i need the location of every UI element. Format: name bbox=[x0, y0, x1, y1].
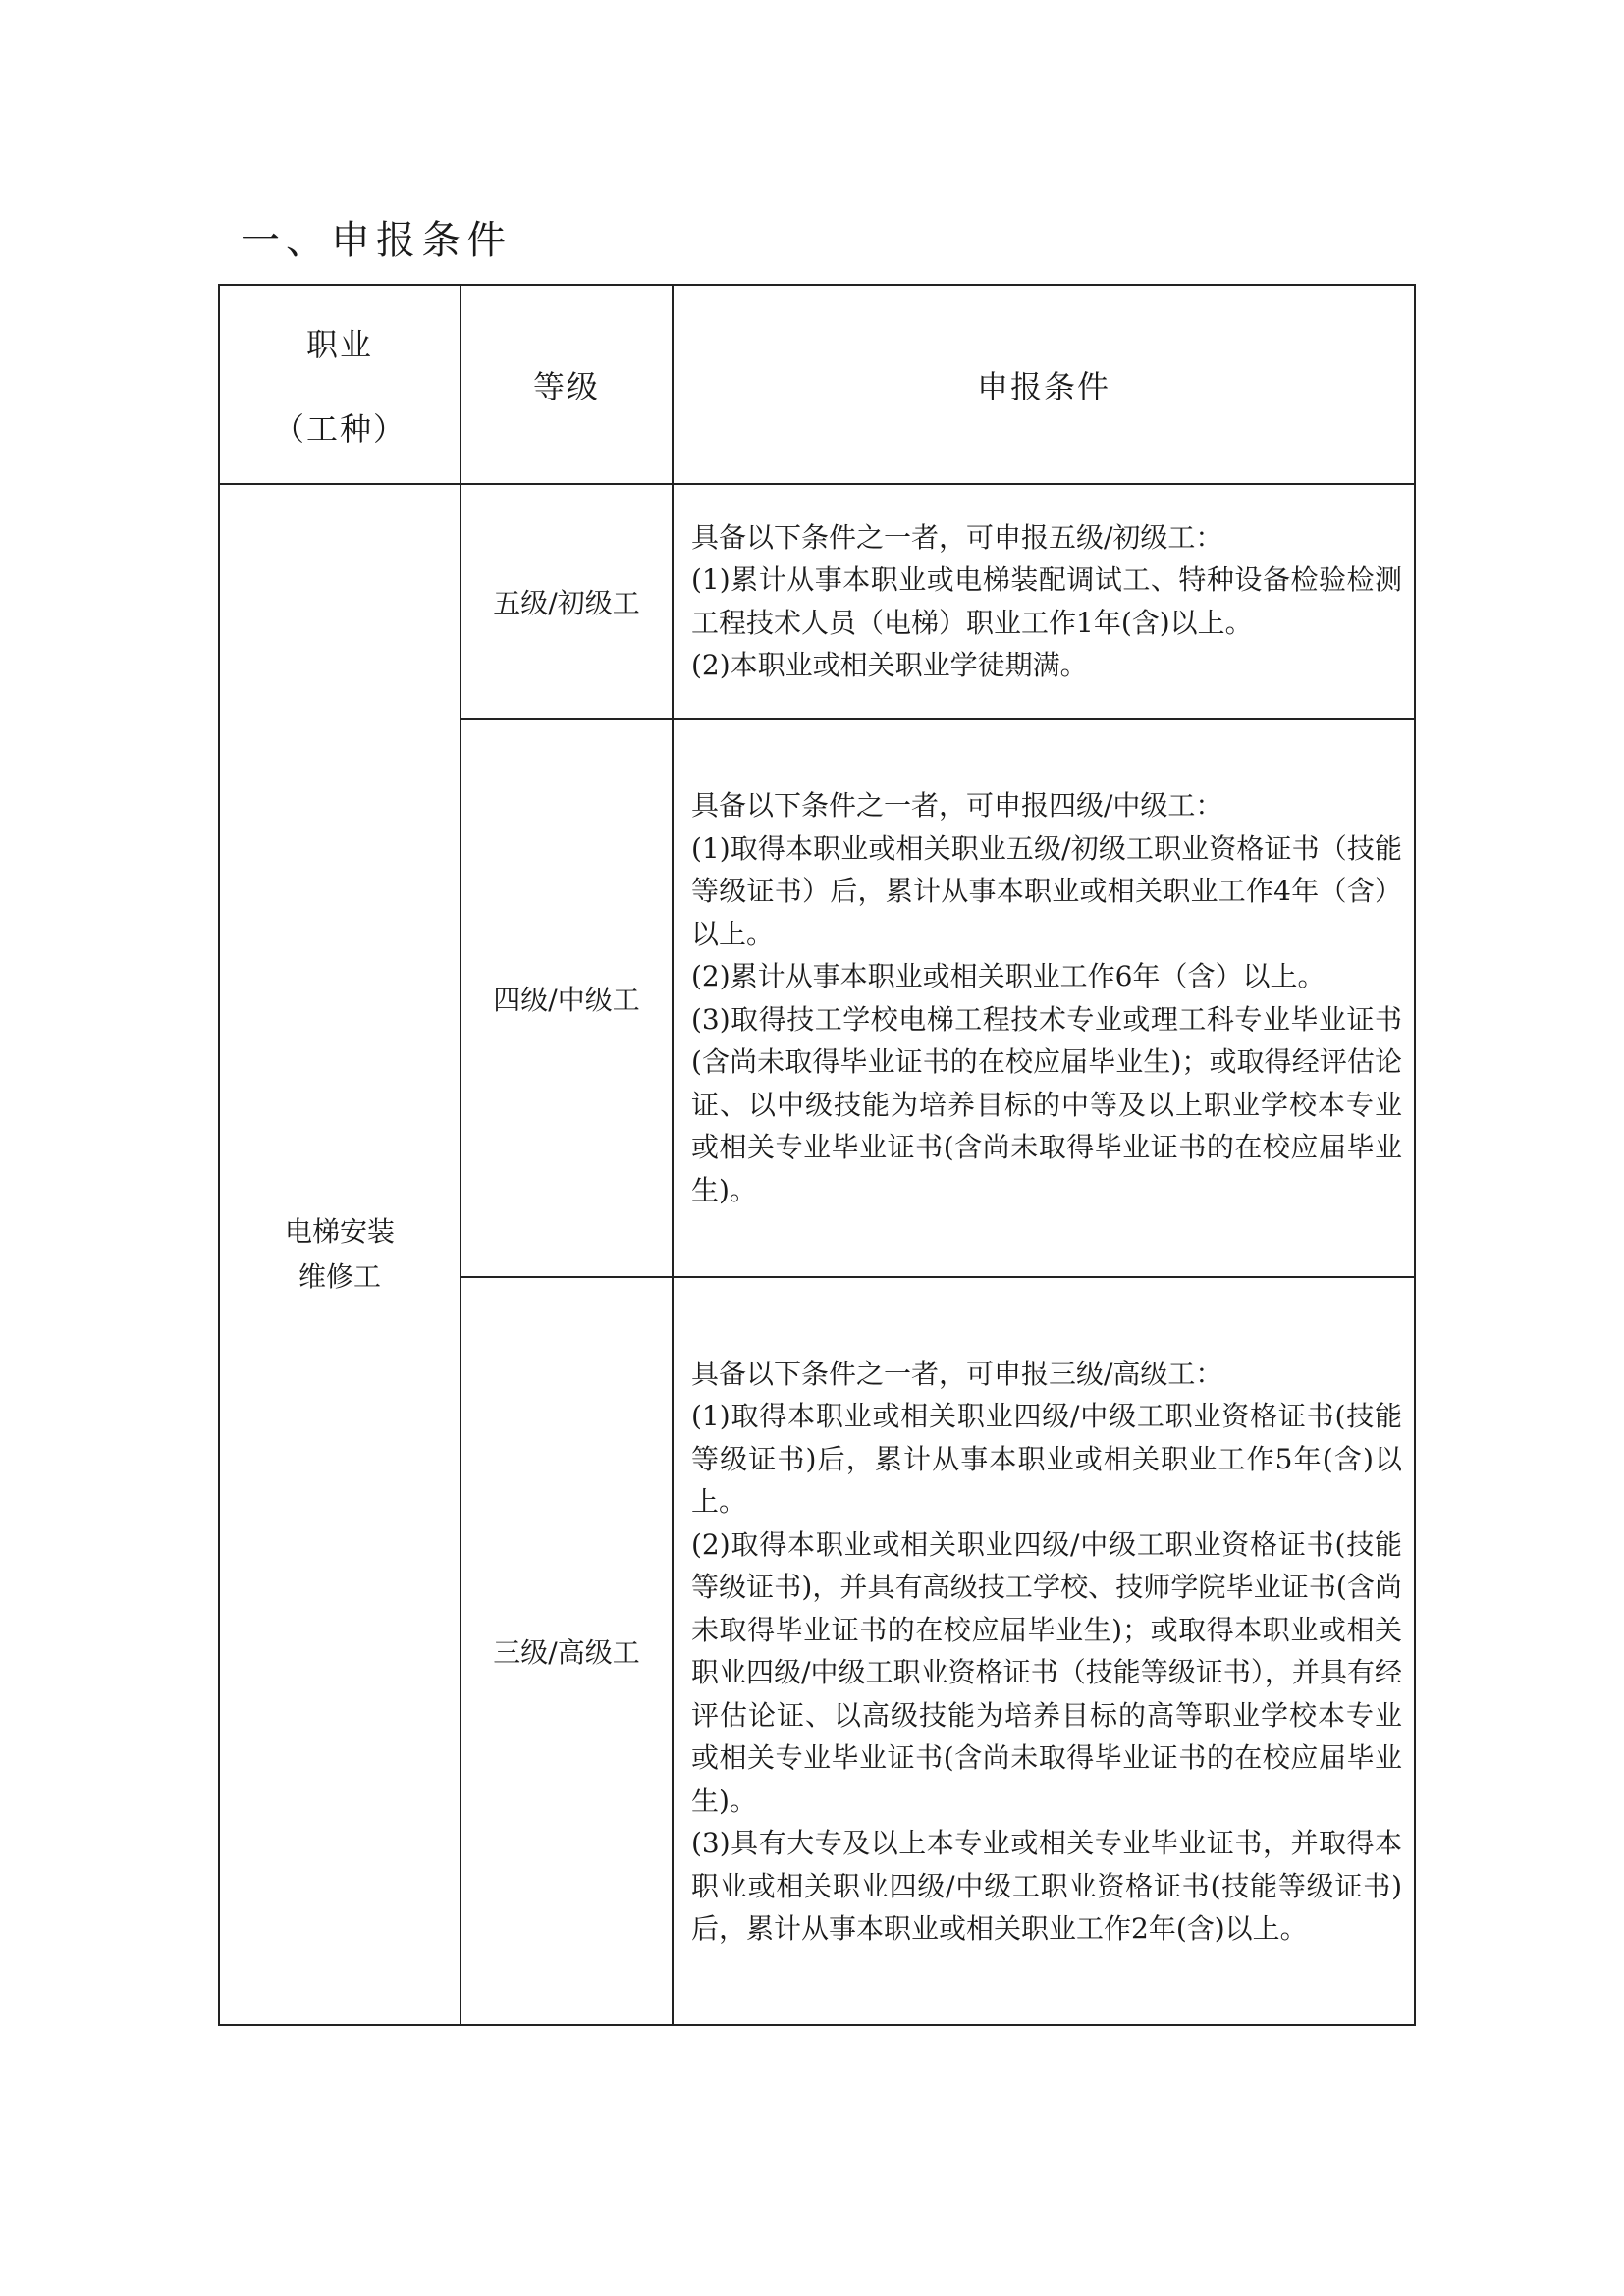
conditions-cell bbox=[673, 719, 1415, 1277]
conditions-cell bbox=[673, 484, 1415, 719]
condition-line: 具备以下条件之一者，可申报三级/高级工： bbox=[691, 1357, 1223, 1390]
header-conditions: 申报条件 bbox=[673, 285, 1415, 484]
condition-line: (2)累计从事本职业或相关职业工作6年（含）以上。 bbox=[691, 960, 1326, 992]
occupation-line2: 维修工 bbox=[298, 1260, 381, 1293]
header-level: 等级 bbox=[460, 285, 673, 484]
condition-line: (3)取得技工学校电梯工程技术专业或理工科专业毕业证书(含尚未取得毕业证书的在校应届毕业生)；或取得经评估论证、以中级技能为培养目标的中等及以上职业学校本专业或相关专业毕业证书(含尚未取得毕业证书的在校应届毕业生)。 bbox=[691, 1002, 1402, 1206]
occupation-line1: 电梯安装 bbox=[284, 1215, 395, 1248]
condition-line: (1)累计从事本职业或电梯装配调试工、特种设备检验检测工程技术人员（电梯）职业工作1年(含)以上。 bbox=[691, 563, 1402, 639]
requirements-table bbox=[218, 284, 1416, 2026]
condition-line: (2)本职业或相关职业学徒期满。 bbox=[691, 649, 1088, 681]
condition-line: (3)具有大专及以上本专业或相关专业毕业证书，并取得本职业或相关职业四级/中级工职业资格证书(技能等级证书)后，累计从事本职业或相关职业工作2年(含)以上。 bbox=[691, 1827, 1402, 1945]
section-heading: 一、申报条件 bbox=[241, 218, 512, 263]
level-cell: 三级/高级工 bbox=[460, 1277, 673, 2025]
condition-line: (1)取得本职业或相关职业五级/初级工职业资格证书（技能等级证书）后，累计从事本职业或相关职业工作4年（含）以上。 bbox=[691, 831, 1402, 950]
condition-line: (2)取得本职业或相关职业四级/中级工职业资格证书(技能等级证书)，并具有高级技工学校、技师学院毕业证书(含尚未取得毕业证书的在校应届毕业生)；或取得本职业或相关职业四级/中级工职业资格证书（技能等级证书），并具有经评估论证、以高级技能为培养目标的高等职业学校本专业或相关专业毕业证书(含尚未取得毕业证书的在校应届毕业生)。 bbox=[691, 1527, 1402, 1817]
condition-line: 具备以下条件之一者，可申报五级/初级工： bbox=[691, 520, 1223, 554]
condition-line: (1)取得本职业或相关职业四级/中级工职业资格证书(技能等级证书)后，累计从事本职业或相关职业工作5年(含)以上。 bbox=[691, 1400, 1402, 1518]
table-row bbox=[219, 484, 1415, 719]
table-header-row bbox=[219, 285, 1415, 484]
header-occupation bbox=[219, 285, 460, 484]
condition-line: 具备以下条件之一者，可申报四级/中级工： bbox=[691, 789, 1223, 822]
header-occupation-line2: （工种） bbox=[272, 409, 406, 448]
occupation-cell bbox=[219, 484, 460, 2025]
conditions-cell bbox=[673, 1277, 1415, 2025]
level-cell: 四级/中级工 bbox=[460, 719, 673, 1277]
level-cell: 五级/初级工 bbox=[460, 484, 673, 719]
header-occupation-line1: 职业 bbox=[305, 325, 373, 363]
